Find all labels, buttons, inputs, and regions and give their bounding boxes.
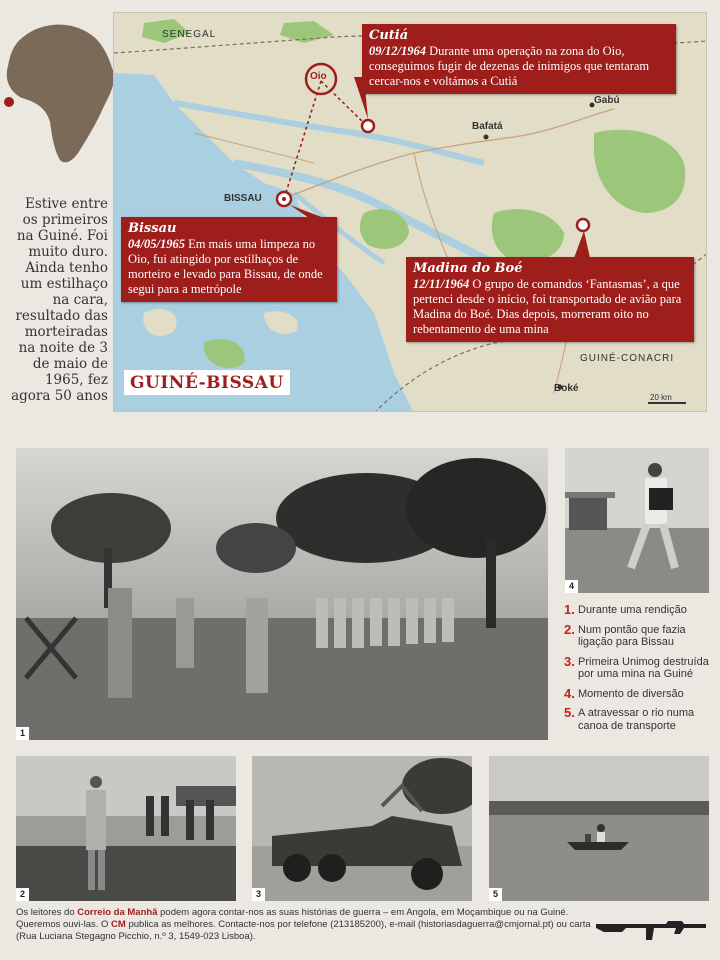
caption-item [564,685,720,701]
callout-bissau [121,217,337,302]
footer-text-3: publica as melhores. Contacte-nos por telefone (213185200), e-mail (historiasdaguerra@cmjornal.pt) ou carta (Rua Luciana Stegagno Picchio, n.º 3, 1549-023 Lisboa). [16,919,591,942]
footer-cm: CM [111,919,126,930]
place-label-oio: Oio [310,71,327,82]
caption-text: Primeira Unimog destruída por uma mina na Guiné [578,655,709,680]
cutia-marker [362,120,374,132]
pull-quote: Estive entre os primeiros na Guiné. Foi muito duro. Ainda tenho um estilhaço na cara, resultado das morteiradas na noite de 3 de maio de 1965, fez agora 50 anos [11,196,108,404]
callout-madina-title: Madina do Boé [413,261,523,276]
callout-cutia [362,24,676,94]
footer-text-1: Os leitores do [16,907,78,918]
photo-captions-legend [564,604,720,739]
map-scale-label: 20 km [650,393,672,402]
callout-bissau-date: 04/05/1965 [128,237,185,251]
callout-cutia-date: 09/12/1964 [369,44,426,58]
photo-number: 5 [489,888,502,901]
caption-text: A atravessar o rio numa canoa de transporte [578,707,695,732]
caption-number: 1. [564,602,575,617]
map-scale-bar [648,402,686,404]
rifle-icon [596,914,708,942]
map-title: GUINÉ-BISSAU [124,370,290,395]
caption-item [564,707,720,732]
photo-3-destroyed-unimog [252,756,472,901]
photo-5-canoe-river [489,756,709,901]
region-label-guinea-conakry: GUINÉ-CONACRI [580,353,675,364]
bafata-dot [484,135,489,140]
photo-2-pontoon [16,756,236,901]
callout-bissau-text: Em mais uma limpeza no Oio, fui atingido por estilhaços de morteiro e levado para Bissau, de onde segui para a metrópole [128,237,323,296]
region-label-senegal: SENEGAL [162,29,217,40]
caption-item [564,604,720,617]
callout-madina-text: O grupo de comandos ‘Fantasmas’, a que pertenci desde o início, foi transportado de avião para Madina do Boé. Dias depois, morreram oito no rebentamento de uma mina [413,277,682,336]
caption-number: 5. [564,705,575,720]
place-label-bafata: Bafatá [472,121,503,132]
place-label-boke: Boké [554,383,579,394]
caption-text: Durante uma rendição [578,604,687,616]
photo-number: 3 [252,888,265,901]
footer-brand: Correio da Manhã [77,907,158,918]
callout-madina-do-boe [406,257,694,342]
photo-number: 1 [16,727,29,740]
photo-1-soldiers-marching [16,448,548,740]
caption-number: 4. [564,685,575,701]
callout-madina-date: 12/11/1964 [413,277,470,291]
caption-text: Num pontão que fazia ligação para Bissau [578,623,686,648]
callout-cutia-text: Durante uma operação na zona do Oio, conseguimos fugir de dezenas de inimigos que tentaram cercar-nos e voltámos a Cutiá [369,44,650,88]
photo-4-accordion [565,448,709,593]
footer-text-2: podem agora contar-nos as suas histórias de guerra – em Angola, em Moçambique ou na Guiné. Queremos ouvi-las. O [16,907,569,930]
photo-number: 4 [565,580,578,593]
caption-text: Momento de diversão [578,687,684,700]
caption-item [564,621,720,649]
caption-number: 3. [564,653,575,669]
place-label-bissau: BISSAU [224,193,262,204]
caption-number: 2. [564,621,575,637]
africa-locator-map [0,10,118,170]
callout-bissau-title: Bissau [128,221,177,236]
photo-number: 2 [16,888,29,901]
place-label-gabu: Gabú [594,95,620,106]
madina-marker [577,219,589,231]
callout-cutia-title: Cutiá [369,28,409,43]
guinea-locator-dot [4,97,14,107]
caption-item [564,653,720,681]
reader-invitation-footer [16,907,596,943]
